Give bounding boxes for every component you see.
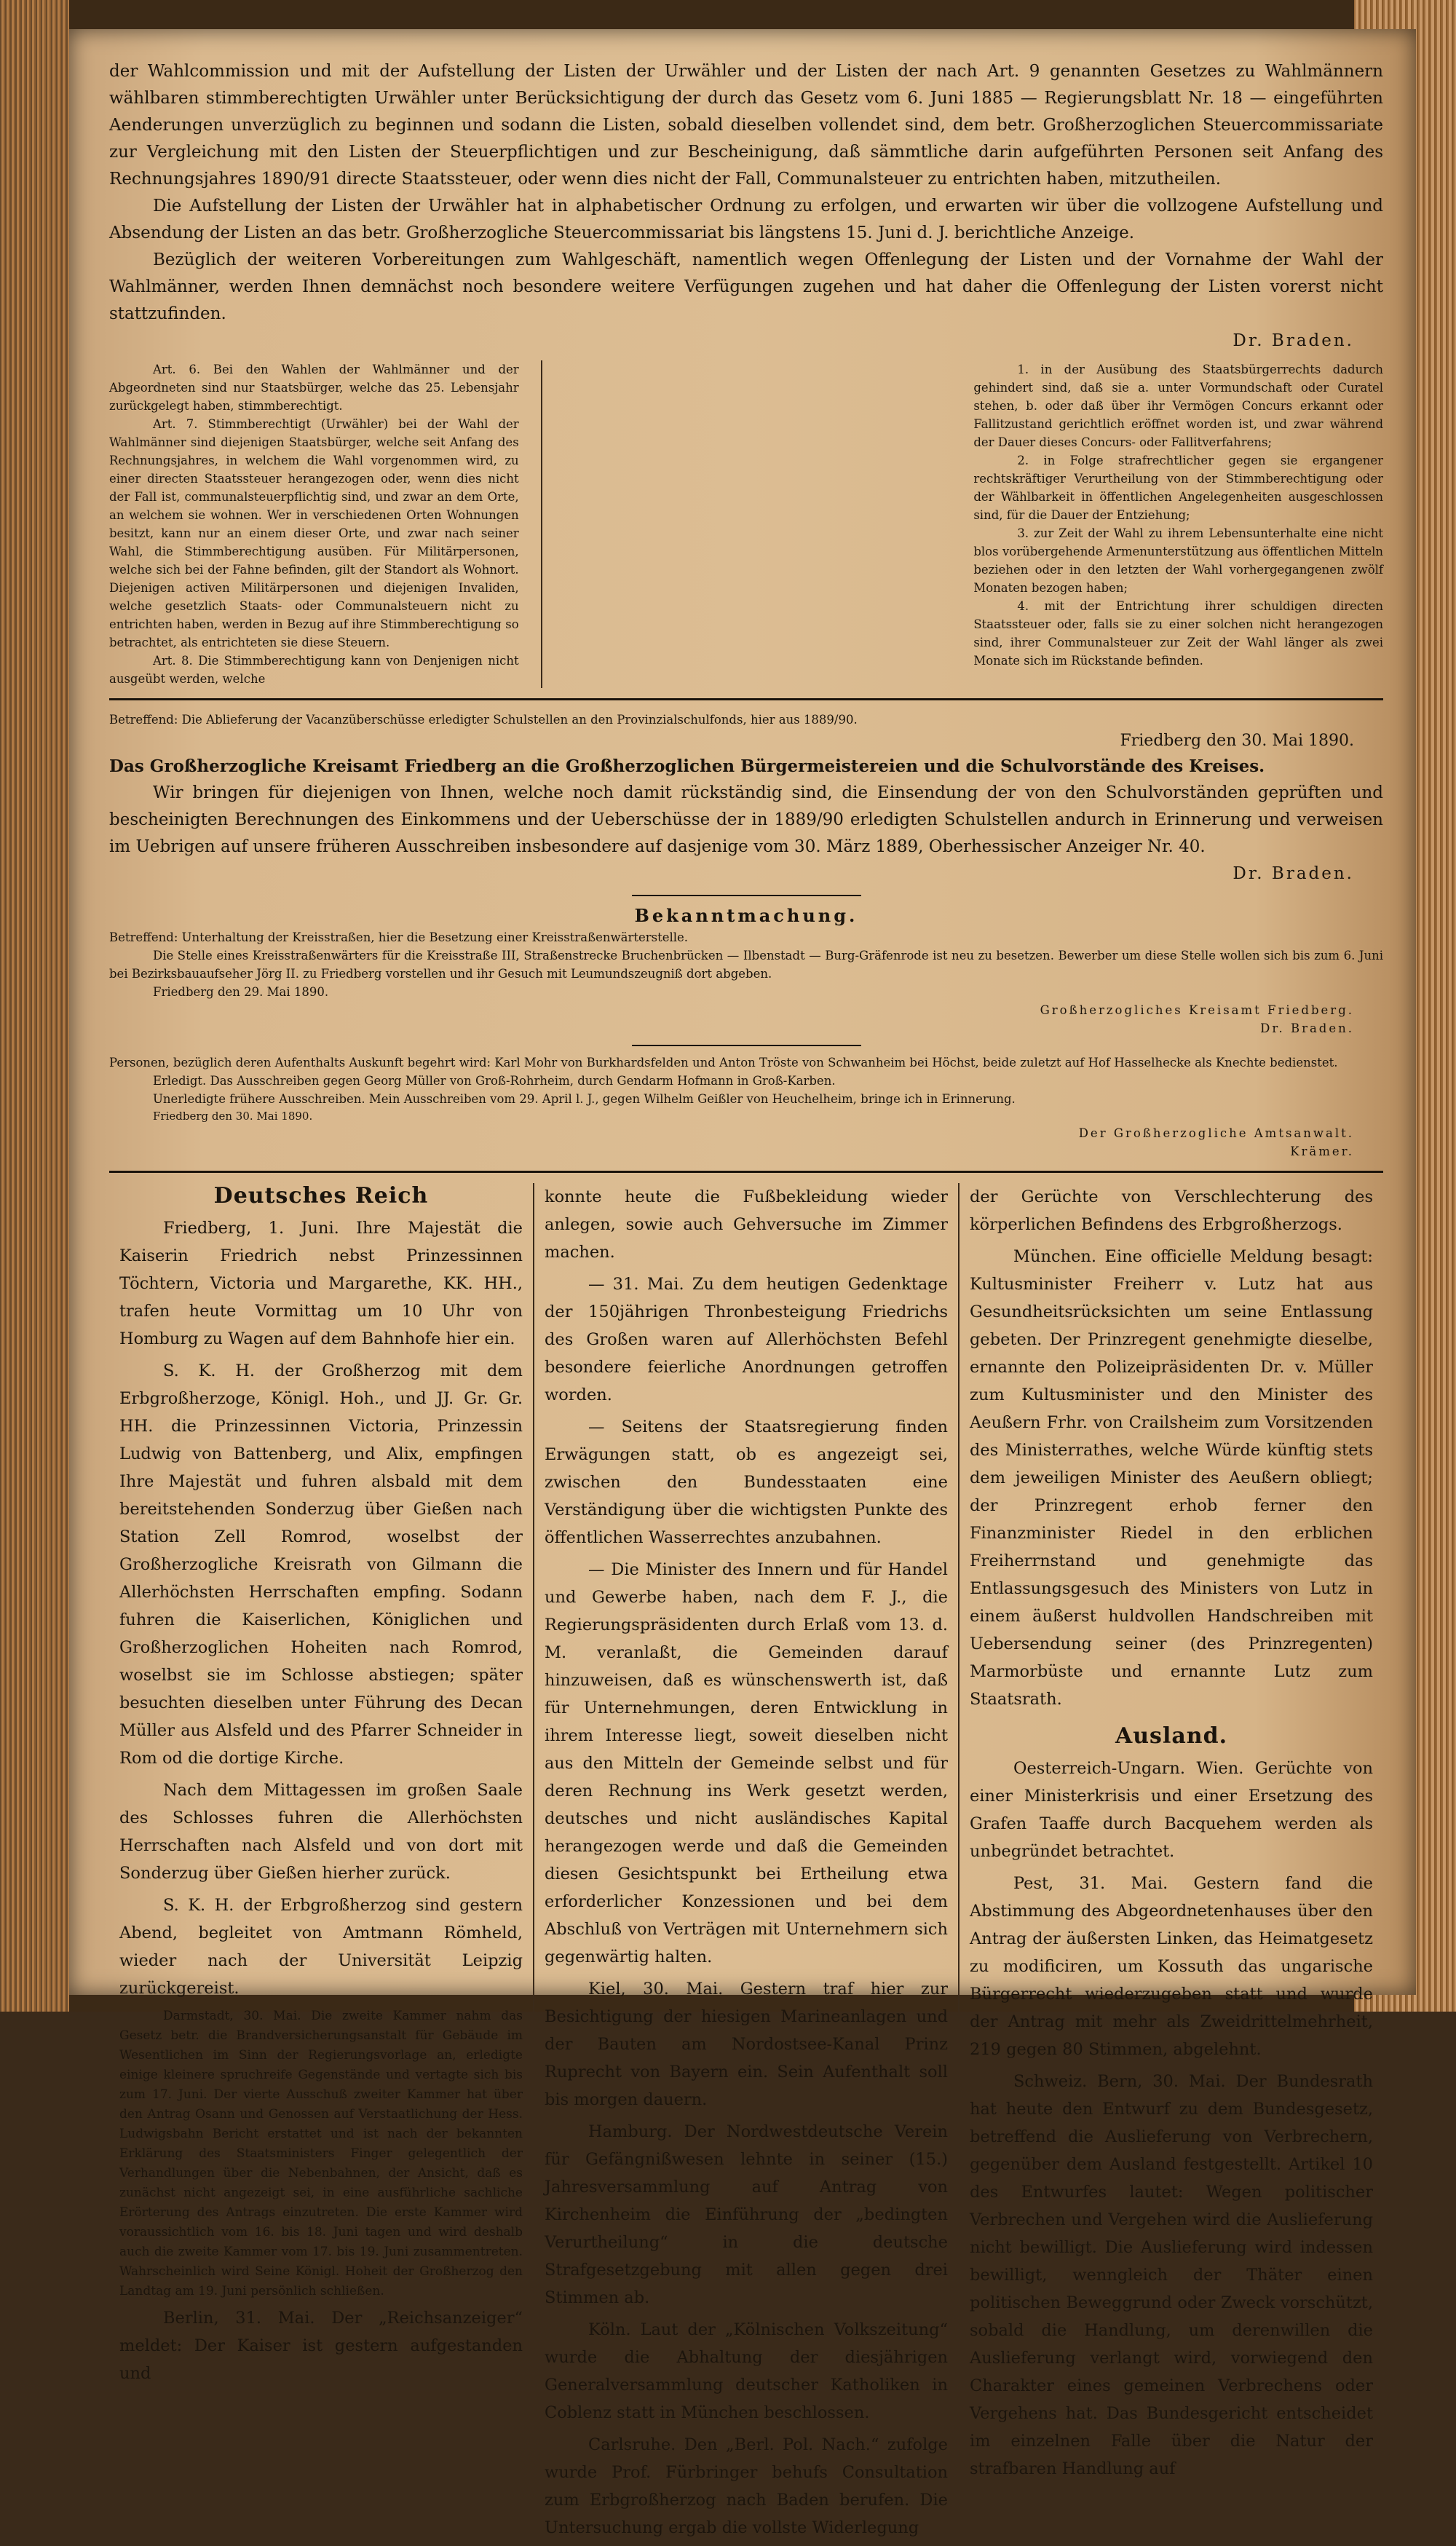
law-article: Art. 8. Die Stimmberechtigung kann von Denjenigen nicht ausgeübt werden, welche [109,654,519,686]
news-paragraph: Kiel, 30. Mai. Gestern traf hier zur Besichtigung der hiesigen Marineanlagen und der Bauten am Nordostsee-Kanal Prinz Ruprecht von Bayern ein. Sein Aufenthalt soll bis morgen dauern. [545,1980,948,2109]
news-paragraph: Oesterreich-Ungarn. Wien. Gerüchte von einer Ministerkrisis und einer Ersetzung des Grafen Taaffe durch Bacquehem werden als unbegründet betrachtet. [970,1759,1373,1861]
notice-line: Erledigt. Das Ausschreiben gegen Georg Müller von Groß-Rohrheim, durch Gendarm Hofmann in Groß-Karben. [153,1074,836,1088]
signature: Dr. Braden. [1233,331,1354,350]
news-paragraph: München. Eine officielle Meldung besagt: Kultusminister Freiherr v. Lutz hat aus Gesundheitsrücksichten um seine Entlassung gebeten. Der Prinzregent genehmigte dieselbe, ernannte den Polizeipräsidenten Dr. v. Müller zum Kultusminister und den Minister des Aeußern Frhr. von Crailsheim zum Vorsitzenden des Ministerrathes, welche Würde künftig stets dem jeweiligen Minister des Aeußern obliegt; der Prinzregent erhob ferner den Finanzminister Riedel in den erblichen Freiherrnstand und genehmigte das Entlassungsgesuch des Ministers von Lutz in einem äußerst huldvollen Handschreiben mit Uebersendung seiner (des Prinzregenten) Marmorbüste und ernannte Lutz zum Staatsrath. [970,1247,1373,1709]
news-paragraph: Carlsruhe. Den „Berl. Pol. Nach.“ zufolge wurde Prof. Fürbringer behufs Consultation zum Erbgroßherzog nach Baden berufen. Die Untersuchung ergab die vollste Widerlegung [545,2435,948,2537]
news-column-1 [109,1183,533,2546]
section-rule [109,698,1383,700]
notice-date: Friedberg den 29. Mai 1890. [153,985,329,999]
signature: Krämer. [1290,1144,1354,1158]
notice-heading: Bekanntmachung. [634,905,858,926]
law-left-column [109,360,519,688]
section-headline: Ausland. [1115,1723,1228,1749]
page-content [109,58,1384,2537]
column-divider [541,360,952,688]
signature-office: Großherzogliches Kreisamt Friedberg. [1040,1003,1354,1017]
section-rule [632,895,861,896]
notice-date: Friedberg den 30. Mai 1890. [1120,732,1354,750]
news-paragraph: — 31. Mai. Zu dem heutigen Gedenktage der 150jährigen Thronbesteigung Friedrichs des Großen waren auf Allerhöchsten Befehl besondere feierliche Anordnungen getroffen worden. [545,1275,948,1404]
section-rule [109,1171,1383,1173]
law-excerpt [109,360,1383,688]
notice-subject: Betreffend: Die Ablieferung der Vacanzüberschüsse erledigter Schulstellen an den Provinzialschulfonds, hier aus 1889/90. [109,713,858,727]
news-paragraph: Hamburg. Der Nordwestdeutsche Verein für Gefängnißwesen lehnte in seiner (15.) Jahresversammlung auf Antrag von Kirchenheim die Einführung der „bedingten Verurtheilung“ in die deutsche Strafgesetzgebung mit allen gegen drei Stimmen ab. [545,2122,948,2307]
notice-subject: Betreffend: Unterhaltung der Kreisstraßen, hier die Besetzung einer Kreisstraßenwärterstelle. [109,930,689,944]
notice-line: Personen, bezüglich deren Aufenthalts Auskunft begehrt wird: Karl Mohr von Burkhardsfelden und Anton Tröste von Schwanheim bei Höchst, beide zuletzt auf Hof Hasselhecke als Knechte bedienstet. [109,1056,1338,1070]
notice-title: Das Großherzogliche Kreisamt Friedberg an die Großherzoglichen Bürgermeistereien und die Schulvorstände des Kreises. [109,756,1265,776]
law-right-column [973,360,1383,688]
news-columns [109,1183,1383,2546]
notice-aufenthalt [109,1053,1383,1161]
news-paragraph: S. K. H. der Großherzog mit dem Erbgroßherzoge, Königl. Hoh., und JJ. Gr. Gr. HH. die Prinzessinnen Victoria, Prinzessin Ludwig von Battenberg, und Alix, empfingen Ihre Majestät und fuhren alsbald mit dem bereitstehenden Sonderzug über Gießen nach Station Zell Romrod, woselbst der Großherzogliche Kreisrath von Gilmann die Allerhöchsten Herrschaften empfing. Sodann fuhren die Kaiserlichen, Königlichen und Großherzoglichen Hoheiten nach Romrod, woselbst sie im Schlosse abstiegen; später besuchten dieselben unter Führung des Decan Müller aus Alsfeld und des Pfarrer Schneider in Rom od die dortige Kirche. [119,1361,523,1768]
news-paragraph: — Die Minister des Innern und für Handel und Gewerbe haben, nach dem F. J., die Regierungspräsidenten durch Erlaß vom 13. d. M. veranlaßt, die Gemeinden darauf hinzuweisen, daß es wünschenswerth ist, daß für Unternehmungen, deren Entwicklung in ihrem Interesse liegt, soweit dieselben nicht aus den Mitteln der Gemeinde selbst und für deren Rechnung ins Werk gesetzt werden, deutsches und nicht ausländisches Kapital herangezogen werde und daß die Gemeinden diesen Gesichtspunkt bei Ertheilung etwa erforderlicher Konzessionen und bei dem Abschluß von Verträgen mit Unternehmern sich gegenwärtig halten. [545,1560,948,1966]
notice-vacanz [109,711,1383,887]
announcement-paragraph: Bezüglich der weiteren Vorbereitungen zum Wahlgeschäft, namentlich wegen Offenlegung der Listen und der Vornahme der Wahl der Wahlmänner, werden Ihnen demnächst noch besondere weitere Verfügungen zugehen und hat daher die Offenlegung der Listen vorerst nicht stattzufinden. [109,250,1383,323]
news-column-3 [958,1183,1383,2546]
news-paragraph: — Seitens der Staatsregierung finden Erwägungen statt, ob es angezeigt sei, zwischen den Bundesstaaten eine Verständigung über die wichtigsten Punkte des öffentlichen Wasserrechtes anzubahnen. [545,1418,948,1547]
news-paragraph: der Gerüchte von Verschlechterung des körperlichen Befindens des Erbgroßherzogs. [970,1187,1373,1234]
signature: Dr. Braden. [1260,1021,1354,1035]
news-paragraph: S. K. H. der Erbgroßherzog sind gestern Abend, begleitet von Amtmann Römheld, wieder nach der Universität Leipzig zurückgereist. [119,1896,523,1998]
signature: Dr. Braden. [1233,864,1354,883]
law-clause: 1. in der Ausübung des Staatsbürgerrechts dadurch gehindert sind, daß sie a. unter Vormundschaft oder Curatel stehen, b. oder daß über ihr Vermögen Concurs erkannt oder Fallitzustand gerichtlich eröffnet worden ist, und zwar während der Dauer dieses Concurs- oder Fallitverfahrens; [973,363,1384,449]
news-paragraph: Schweiz. Bern, 30. Mai. Der Bundesrath hat heute den Entwurf zu dem Bundesgesetz, betreffend die Auslieferung von Verbrechern, gegenüber dem Ausland festgestellt. Artikel 10 des Entwurfes lautet: Wegen politischer Verbrechen und Vergehen wird die Auslieferung nicht bewilligt. Die Auslieferung wird indessen bewilligt, wenngleich der Thäter einen politischen Beweggrund oder Zweck vorschützt, sobald die Handlung, um derenwillen die Auslieferung verlangt wird, vorwiegend den Charakter eines gemeinen Verbrechens oder Vergehens hat. Das Bundesgericht entscheidet im einzelnen Falle über die Natur der strafbaren Handlung auf [970,2072,1373,2478]
notice-body: Die Stelle eines Kreisstraßenwärters für die Kreisstraße III, Straßenstrecke Bruchenbrücken — Ilbenstadt — Burg-Gräfenrode ist neu zu besetzen. Bewerber um diese Stelle wollen sich bis zum 6. Juni bei Bezirksbauaufseher Jörg II. zu Friedberg vorstellen und ihr Gesuch mit Leumundszeugniß dort abgeben. [109,949,1383,981]
notice-date: Friedberg den 30. Mai 1890. [153,1110,313,1123]
announcement-paragraph: Die Aufstellung der Listen der Urwähler hat in alphabetischer Ordnung zu erfolgen, und erwarten wir über die vollzogene Aufstellung und Absendung der Listen an das betr. Großherzogliche Steuercommissariat bis längstens 15. Juni d. J. berichtliche Anzeige. [109,197,1383,242]
law-article: Art. 6. Bei den Wahlen der Wahlmänner und der Abgeordneten sind nur Staatsbürger, welche das 25. Lebensjahr zurückgelegt haben, stimmberechtigt. [109,363,519,413]
section-headline: Deutsches Reich [213,1183,429,1209]
news-paragraph: Pest, 31. Mai. Gestern fand die Abstimmung des Abgeordnetenhauses über den Antrag der äußersten Linken, das Heimatgesetz zu modificiren, um Kossuth das ungarische Bürgerrecht wiederzugeben statt und wurde der Antrag mit mehr als Zweidrittelmehrheit, 219 gegen 80 Stimmen, abgelehnt. [970,1874,1373,2059]
signature-office: Der Großherzogliche Amtsanwalt. [1078,1126,1354,1140]
notice-body: Wir bringen für diejenigen von Ihnen, welche noch damit rückständig sind, die Einsendung der von den Schulvorständen geprüften und bescheinigten Berechnungen des Einkommens und der Ueberschüsse der in 1889/90 erledigten Schulstellen andurch in Erinnerung und verweisen im Uebrigen auf unsere früheren Ausschreiben insbesondere auf dasjenige vom 30. März 1889, Oberhessischer Anzeiger Nr. 40. [109,783,1383,856]
notice-line: Unerledigte frühere Ausschreiben. Mein Ausschreiben vom 29. April l. J., gegen Wilhelm Geißler von Heuchelheim, bringe ich in Erinnerung. [153,1092,1016,1106]
news-small-paragraph: Darmstadt, 30. Mai. Die zweite Kammer nahm das Gesetz betr. die Brandversicherungsanstalt für Gebäude im Wesentlichen im Sinn der Regierungsvorlage an, erledigte einige kleinere spruchreife Gegenstände und vertagte sich bis zum 17. Juni. Der vierte Ausschuß zweiter Kammer hat über den Antrag Osann und Genossen auf Verstaatlichung der Hess. Ludwigsbahn Bericht erstattet und ist nach der bekannten Erklärung des Staatsministers Finger gelegentlich der Verhandlungen über die Nebenbahnen, der Ansicht, daß es zunächst nicht angezeigt sei, in eine ausführliche sachliche Erörterung des Antrags einzutreten. Die erste Kammer wird voraussichtlich vom 16. bis 18. Juni tagen und wird deshalb auch die zweite Kammer vom 17. bis 19. Juni zusammentreten. Wahrscheinlich wird Seine Königl. Hoheit der Großherzog den Landtag am 19. Juni persönlich schließen. [119,2009,523,2298]
book-edge-left [0,0,69,2012]
section-rule [632,1045,861,1046]
news-paragraph: Friedberg, 1. Juni. Ihre Majestät die Kaiserin Friedrich nebst Prinzessinnen Töchtern, Victoria und Margarethe, KK. HH., trafen heute Vormittag um 10 Uhr von Homburg zu Wagen auf dem Bahnhofe hier ein. [119,1219,523,1348]
wahl-announcement [109,58,1383,355]
news-paragraph: Berlin, 31. Mai. Der „Reichsanzeiger“ meldet: Der Kaiser ist gestern aufgestanden und [119,2309,523,2383]
law-clause: 2. in Folge strafrechtlicher gegen sie ergangener rechtskräftiger Verurtheilung von der Stimmberechtigung oder der Wählbarkeit in öffentlichen Angelegenheiten ausgeschlossen sind, für die Dauer der Entziehung; [973,454,1384,522]
notice-bekanntmachung [109,904,1383,1037]
law-article: Art. 7. Stimmberechtigt (Urwähler) bei der Wahl der Wahlmänner sind diejenigen Staatsbürger, welche seit Anfang des Rechnungsjahres, in welchem die Wahl vorgenommen wird, zu einer directen Staatssteuer herangezogen oder, wenn dies nicht der Fall ist, communalsteuerpflichtig sind, und zwar an dem Orte, an welchem sie wohnen. Wer in verschiedenen Orten Wohnungen besitzt, kann nur an einem dieser Orte, und zwar nach seiner Wahl, die Stimmberechtigung ausüben. Für Militärpersonen, welche sich bei der Fahne befinden, gilt der Standort als Wohnort. Diejenigen activen Militärpersonen und diejenigen Invaliden, welche gesetzlich Staats- oder Communalsteuern nicht zu entrichten haben, werden in Bezug auf ihre Stimmberechtigung so betrachtet, als entrichteten sie diese Steuern. [109,417,519,649]
news-column-2 [533,1183,958,2546]
law-clause: 3. zur Zeit der Wahl zu ihrem Lebensunterhalte eine nicht blos vorübergehende Armenunterstützung aus öffentlichen Mitteln beziehen oder in den letzten der Wahl vorhergegangenen zwölf Monaten bezogen haben; [973,526,1384,595]
news-paragraph: Nach dem Mittagessen im großen Saale des Schlosses fuhren die Allerhöchsten Herrschaften nach Alsfeld und von dort mit Sonderzug über Gießen hierher zurück. [119,1781,523,1883]
announcement-paragraph: der Wahlcommission und mit der Aufstellung der Listen der Urwähler und der Listen der nach Art. 9 genannten Gesetzes zu Wahlmännern wählbaren stimmberechtigten Urwähler unter Berücksichtigung der durch das Gesetz vom 6. Juni 1885 — Regierungsblatt Nr. 18 — eingeführten Aenderungen unverzüglich zu beginnen und sodann die Listen, sobald dieselben vollendet sind, dem betr. Großherzoglichen Steuercommissariate zur Vergleichung mit den Listen der Steuerpflichtigen und zur Bescheinigung, daß sämmtliche darin aufgeführten Personen seit Anfang des Rechnungsjahres 1890/91 directe Staatssteuer, oder wenn dies nicht der Fall, Communalsteuer zu entrichten haben, mitzutheilen. [109,62,1383,189]
law-clause: 4. mit der Entrichtung ihrer schuldigen directen Staatssteuer oder, falls sie zu einer solchen nicht herangezogen sind, ihrer Communalsteuer zur Zeit der Wahl länger als zwei Monate sich im Rückstande befinden. [973,599,1384,668]
news-paragraph: Köln. Laut der „Kölnischen Volkszeitung“ wurde die Abhaltung der diesjährigen Generalversammlung deutscher Katholiken in Coblenz statt in München beschlossen. [545,2320,948,2422]
news-paragraph: konnte heute die Fußbekleidung wieder anlegen, sowie auch Gehversuche im Zimmer machen. [545,1187,948,1262]
